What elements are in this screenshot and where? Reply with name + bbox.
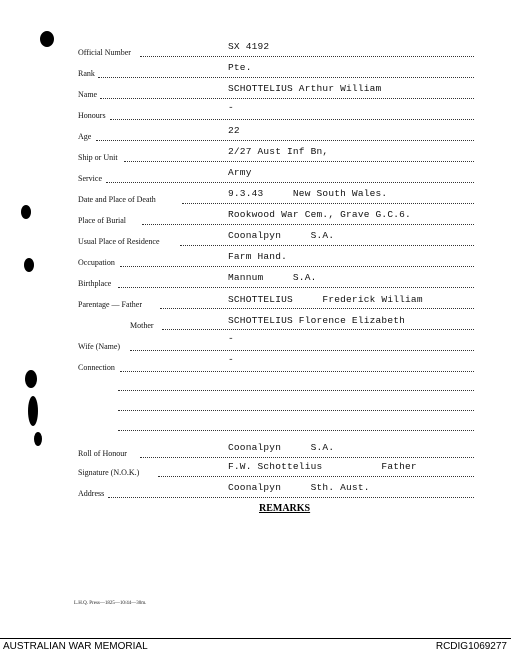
line-mother bbox=[162, 329, 474, 330]
value-occupation: Farm Hand. bbox=[228, 251, 288, 262]
label-ship-or-unit: Ship or Unit bbox=[78, 153, 118, 162]
line-ship-or-unit bbox=[124, 161, 474, 162]
line-rank bbox=[98, 77, 474, 78]
punch-hole-top bbox=[40, 31, 54, 47]
value-connection: - bbox=[228, 354, 234, 365]
line-official-number bbox=[140, 56, 474, 57]
line-connection-extra-2 bbox=[118, 410, 474, 411]
line-connection-extra-1 bbox=[118, 390, 474, 391]
line-service bbox=[106, 182, 474, 183]
line-age bbox=[96, 140, 474, 141]
value-address: Coonalpyn Sth. Aust. bbox=[228, 482, 370, 493]
label-roll-of-honour: Roll of Honour bbox=[78, 449, 127, 458]
line-connection-extra-3 bbox=[118, 430, 474, 431]
value-birthplace: Mannum S.A. bbox=[228, 272, 317, 283]
value-burial: Rookwood War Cem., Grave G.C.6. bbox=[228, 209, 411, 220]
label-age: Age bbox=[78, 132, 92, 141]
punch-hole-mid-2 bbox=[24, 258, 34, 272]
line-roll-of-honour bbox=[140, 457, 474, 458]
label-residence: Usual Place of Residence bbox=[78, 237, 160, 246]
label-occupation: Occupation bbox=[78, 258, 115, 267]
label-death: Date and Place of Death bbox=[78, 195, 156, 204]
footer-archive-name: AUSTRALIAN WAR MEMORIAL bbox=[3, 641, 148, 652]
line-residence bbox=[180, 245, 474, 246]
value-father: SCHOTTELIUS Frederick William bbox=[228, 294, 423, 305]
value-official-number: SX 4192 bbox=[228, 41, 270, 52]
line-death bbox=[182, 203, 474, 204]
label-name: Name bbox=[78, 90, 98, 99]
label-mother: Mother bbox=[130, 321, 154, 330]
value-roll-of-honour: Coonalpyn S.A. bbox=[228, 442, 335, 453]
footer-record-id: RCDIG1069277 bbox=[435, 641, 507, 652]
value-name: SCHOTTELIUS Arthur William bbox=[228, 83, 382, 94]
remarks-heading: REMARKS bbox=[259, 503, 311, 514]
value-residence: Coonalpyn S.A. bbox=[228, 230, 335, 241]
label-signature: Signature (N.O.K.) bbox=[78, 468, 140, 477]
line-honours bbox=[110, 119, 474, 120]
label-address: Address bbox=[78, 489, 105, 498]
value-honours: - bbox=[228, 102, 234, 113]
line-father bbox=[160, 308, 474, 309]
label-connection: Connection bbox=[78, 363, 115, 372]
value-wife: - bbox=[228, 333, 234, 344]
value-age: 22 bbox=[228, 125, 240, 136]
line-birthplace bbox=[118, 287, 474, 288]
line-connection bbox=[120, 371, 474, 372]
punch-hole-low-1 bbox=[25, 370, 37, 388]
line-signature bbox=[158, 476, 474, 477]
value-service: Army bbox=[228, 167, 252, 178]
line-occupation bbox=[120, 266, 474, 267]
value-signature: F.W. Schottelius Father bbox=[228, 461, 417, 472]
line-burial bbox=[142, 224, 474, 225]
label-official-number: Official Number bbox=[78, 48, 131, 57]
label-rank: Rank bbox=[78, 69, 95, 78]
label-honours: Honours bbox=[78, 111, 106, 120]
label-father: Parentage — Father bbox=[78, 300, 142, 309]
punch-hole-low-3 bbox=[34, 432, 42, 446]
printer-note: L.H.Q. Press—1825—10/44—30m. bbox=[74, 601, 147, 606]
value-mother: SCHOTTELIUS Florence Elizabeth bbox=[228, 315, 406, 326]
value-rank: Pte. bbox=[228, 62, 252, 73]
line-name bbox=[100, 98, 474, 99]
value-death: 9.3.43 New South Wales. bbox=[228, 188, 388, 199]
punch-hole-low-2 bbox=[28, 396, 38, 426]
label-wife: Wife (Name) bbox=[78, 342, 121, 351]
line-address bbox=[108, 497, 474, 498]
label-birthplace: Birthplace bbox=[78, 279, 112, 288]
label-service: Service bbox=[78, 174, 102, 183]
value-ship-or-unit: 2/27 Aust Inf Bn, bbox=[228, 146, 329, 157]
label-burial: Place of Burial bbox=[78, 216, 126, 225]
line-wife bbox=[130, 350, 474, 351]
punch-hole-mid-1 bbox=[21, 205, 31, 219]
